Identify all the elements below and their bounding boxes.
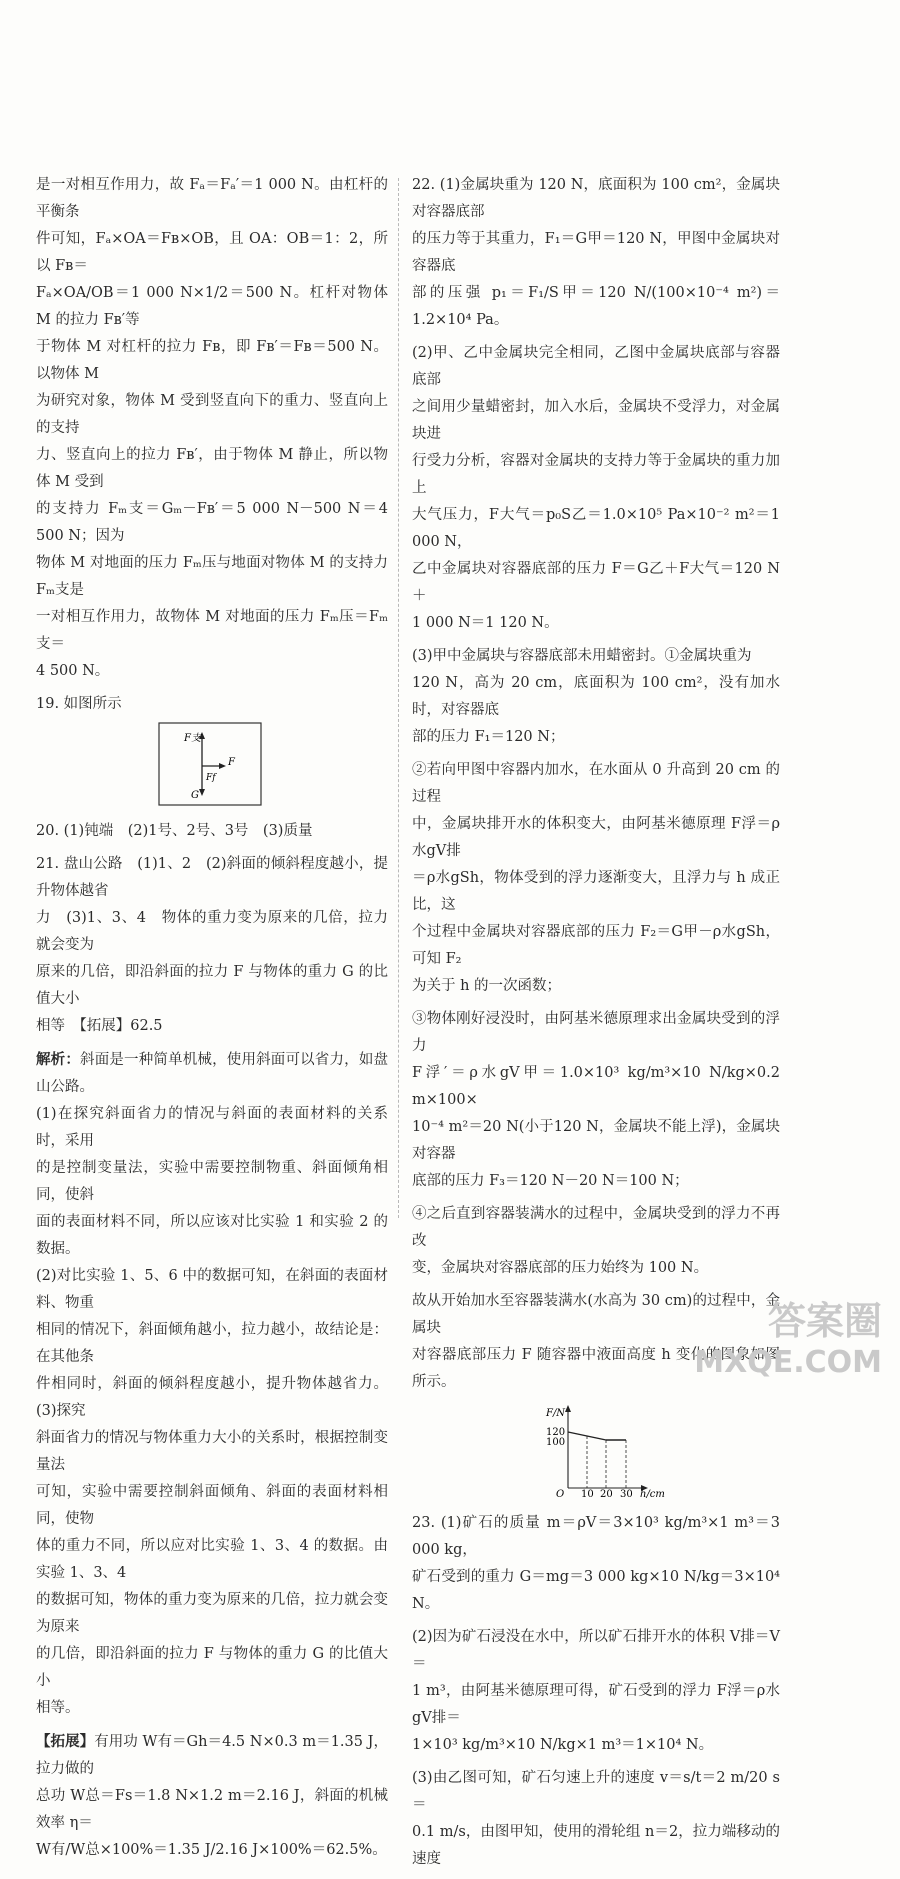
graph-xtick-30: 30 <box>620 1489 633 1498</box>
left-column <box>36 172 388 1870</box>
text-line: 变，金属块对容器底部的压力始终为 100 N。 <box>412 1260 709 1276</box>
graph-origin: O <box>556 1489 565 1498</box>
text-line: 4 500 N。 <box>36 663 110 679</box>
text-line: W有/W总×100%＝1.35 J/2.16 J×100%＝62.5%。 <box>36 1842 387 1858</box>
extension-label: 【拓展】 <box>36 1733 95 1750</box>
text-line: 之间用少量蜡密封，加入水后，金属块不受浮力，对金属块进 <box>412 399 780 442</box>
pull-force-label: F <box>228 757 235 768</box>
text-line: ③物体刚好浸没时，由阿基米德原理求出金属块受到的浮力 <box>412 1011 780 1054</box>
text-line: 一对相互作用力，故物体 M 对地面的压力 Fₘ压＝Fₘ支＝ <box>36 609 388 652</box>
text-line: 的几倍，即沿斜面的拉力 F 与物体的重力 G 的比值大小 <box>36 1646 388 1689</box>
text-line: 相等 【拓展】62.5 <box>36 1018 163 1034</box>
text-line: 可知，实验中需要控制斜面倾角、斜面的表面材料相同，使物 <box>36 1484 388 1527</box>
text-line: 体的重力不同，所以应对比实验 1、3、4 的数据。由实验 1、3、4 <box>36 1538 388 1581</box>
gravity-label: G <box>191 790 199 801</box>
text-line: (2)甲、乙中金属块完全相同，乙图中金属块底部与容器底部 <box>412 345 780 388</box>
analysis-21 <box>36 1046 388 1722</box>
text-line: 部的压强 p₁＝F₁/S甲＝120 N/(100×10⁻⁴ m²)＝1.2×10⁴ Pa。 <box>412 285 780 328</box>
text-line: 矿石受到的重力 G＝mg＝3 000 kg×10 N/kg＝3×10⁴ N。 <box>412 1569 780 1612</box>
answer-21 <box>36 851 388 1040</box>
text-line: 的是控制变量法，实验中需要控制物重、斜面倾角相同，使斜 <box>36 1160 388 1203</box>
answer-23-part3 <box>412 1765 780 1873</box>
text-line: Fₐ×OA/OB＝1 000 N×1/2＝500 N。杠杆对物体 M 的拉力 Fʙ′等 <box>36 285 388 328</box>
text-line: 21. 盘山公路 (1)1、2 (2)斜面的倾斜程度越小，提升物体越省 <box>36 856 388 899</box>
text-line: 面的表面材料不同，所以应该对比实验 1 和实验 2 的数据。 <box>36 1214 388 1257</box>
text-line: 大气压力，F大气＝p₀S乙＝1.0×10⁵ Pa×10⁻² m²＝1 000 N， <box>412 507 780 550</box>
text-line: 乙中金属块对容器底部的压力 F＝G乙＋F大气＝120 N＋ <box>412 561 780 604</box>
graph-xtick-10: 10 <box>581 1489 594 1498</box>
text-line: 10⁻⁴ m²＝20 N(小于120 N，金属块不能上浮)，金属块对容器 <box>412 1119 780 1162</box>
text-line: ②若向甲图中容器内加水，在水面从 0 升高到 20 cm 的过程 <box>412 762 780 805</box>
friction-force-label: Ff <box>206 773 216 783</box>
graph-ytick-100: 100 <box>546 1437 566 1448</box>
text-line: 23. (1)矿石的质量 m＝ρV＝3×10³ kg/m³×1 m³＝3 000 kg， <box>412 1515 780 1558</box>
text-line: (2)对比实验 1、5、6 中的数据可知，在斜面的表面材料、物重 <box>36 1268 388 1311</box>
graph-ylabel: F/N <box>546 1408 566 1419</box>
text-line: 中，金属块排开水的体积变大，由阿基米德原理 F浮＝ρ水gV排 <box>412 816 780 859</box>
answer-23-part2 <box>412 1624 780 1759</box>
watermark-logo <box>686 1290 886 1380</box>
answer-22-step3 <box>412 1006 780 1195</box>
text-line: 故从开始加水至容器装满水(水高为 30 cm)的过程中，金属块 <box>412 1293 780 1336</box>
text-line: 1×10³ kg/m³×10 N/kg×1 m³＝1×10⁴ N。 <box>412 1737 714 1753</box>
analysis-label: 解析： <box>36 1051 81 1068</box>
text-line: 为关于 h 的一次函数； <box>412 978 562 994</box>
text-line: 1 000 N＝1 120 N。 <box>412 615 559 631</box>
text-line: (3)甲中金属块与容器底部未用蜡密封。①金属块重为 <box>412 648 752 664</box>
extension-21 <box>36 1728 388 1864</box>
force-diagram-19 <box>158 722 388 810</box>
text-line: 底部的压力 F₃＝120 N－20 N＝100 N； <box>412 1173 689 1189</box>
text-line: 对容器底部压力 F 随容器中液面高度 h 变化的图象如图所示。 <box>412 1347 780 1390</box>
text-line: (1)在探究斜面省力的情况与斜面的表面材料的关系时，采用 <box>36 1106 388 1149</box>
text-line: 为研究对象，物体 M 受到竖直向下的重力、竖直向上的支持 <box>36 393 388 436</box>
text-line: (2)因为矿石浸没在水中，所以矿石排开水的体积 V排＝V＝ <box>412 1629 780 1672</box>
text-line: 解析：斜面是一种简单机械，使用斜面可以省力，如盘山公路。 <box>36 1051 389 1095</box>
force-height-graph <box>540 1402 780 1502</box>
text-line: 【拓展】有用功 W有＝Gh＝4.5 N×0.3 m＝1.35 J，拉力做的 <box>36 1733 388 1777</box>
graph-xtick-20: 20 <box>600 1489 613 1498</box>
answer-22-part2 <box>412 340 780 637</box>
answer-19: 19. 如图所示 <box>36 696 122 712</box>
graph-xlabel: h/cm <box>640 1489 665 1498</box>
text-line: 相同的情况下，斜面倾角越小，拉力越小，故结论是：在其他条 <box>36 1322 388 1365</box>
text-line: 的支持力 Fₘ支＝Gₘ－Fʙ′＝5 000 N－500 N＝4 500 N；因为 <box>36 501 388 544</box>
answer-22-part1 <box>412 172 780 334</box>
watermark-line1: 答案圈 <box>767 1299 882 1343</box>
answer-23-part1 <box>412 1510 780 1618</box>
right-column <box>412 172 780 1879</box>
column-divider <box>398 178 399 1218</box>
text-line: 行受力分析，容器对金属块的支持力等于金属块的重力加上 <box>412 453 780 496</box>
text-line: 力 (3)1、3、4 物体的重力变为原来的几倍，拉力就会变为 <box>36 910 388 953</box>
text-line: 是一对相互作用力，故 Fₐ＝Fₐ′＝1 000 N。由杠杆的平衡条 <box>36 177 388 220</box>
text-line: F浮′＝ρ水gV甲＝1.0×10³ kg/m³×10 N/kg×0.2 m×100× <box>412 1065 780 1108</box>
answer-18-continued <box>36 172 388 685</box>
text-line: 0.1 m/s，由图甲知，使用的滑轮组 n＝2，拉力端移动的速度 <box>412 1824 780 1867</box>
text-line: 个过程中金属块对容器底部的压力 F₂＝G甲－ρ水gSh，可知 F₂ <box>412 924 780 967</box>
text-line: (3)由乙图可知，矿石匀速上升的速度 v＝s/t＝2 m/20 s＝ <box>412 1770 780 1813</box>
watermark-line2: MXQE.COM <box>694 1345 882 1380</box>
text-line: 1 m³，由阿基米德原理可得，矿石受到的浮力 F浮＝ρ水gV排＝ <box>412 1683 780 1726</box>
text-line: 件可知，Fₐ×OA＝Fʙ×OB，且 OA：OB＝1：2，所以 Fʙ＝ <box>36 231 388 274</box>
text-line: 斜面省力的情况与物体重力大小的关系时，根据控制变量法 <box>36 1430 388 1473</box>
text-line: 120 N，高为 20 cm，底面积为 100 cm²，没有加水时，对容器底 <box>412 675 780 718</box>
text-line: 物体 M 对地面的压力 Fₘ压与地面对物体 M 的支持力 Fₘ支是 <box>36 555 388 598</box>
answer-20: 20. (1)钝端 (2)1号、2号、3号 (3)质量 <box>36 823 313 839</box>
text-line: 总功 W总＝Fs＝1.8 N×1.2 m＝2.16 J，斜面的机械效率 η＝ <box>36 1788 388 1831</box>
text-line: 于物体 M 对杠杆的拉力 Fʙ，即 Fʙ′＝Fʙ＝500 N。以物体 M <box>36 339 388 382</box>
text-line: 的压力等于其重力，F₁＝G甲＝120 N，甲图中金属块对容器底 <box>412 231 780 274</box>
text-line: ＝ρ水gSh，物体受到的浮力逐渐变大，且浮力与 h 成正比，这 <box>412 870 780 913</box>
text-line: 原来的几倍，即沿斜面的拉力 F 与物体的重力 G 的比值大小 <box>36 964 388 1007</box>
text-line: 22. (1)金属块重为 120 N，底面积为 100 cm²，金属块对容器底部 <box>412 177 780 220</box>
support-force-label: F支 <box>184 733 201 744</box>
text-line: 部的压力 F₁＝120 N； <box>412 729 565 745</box>
text-line: 件相同时，斜面的倾斜程度越小，提升物体越省力。(3)探究 <box>36 1376 388 1419</box>
answer-22-part3 <box>412 643 780 751</box>
answer-22-step2 <box>412 757 780 1000</box>
text-line: 的数据可知，物体的重力变为原来的几倍，拉力就会变为原来 <box>36 1592 388 1635</box>
answer-22-step4 <box>412 1201 780 1282</box>
text-line: 相等。 <box>36 1700 80 1716</box>
graph-ytick-120: 120 <box>546 1427 566 1438</box>
text-line: ④之后直到容器装满水的过程中，金属块受到的浮力不再改 <box>412 1206 780 1249</box>
text-line: 力、竖直向上的拉力 Fʙ′，由于物体 M 静止，所以物体 M 受到 <box>36 447 388 490</box>
